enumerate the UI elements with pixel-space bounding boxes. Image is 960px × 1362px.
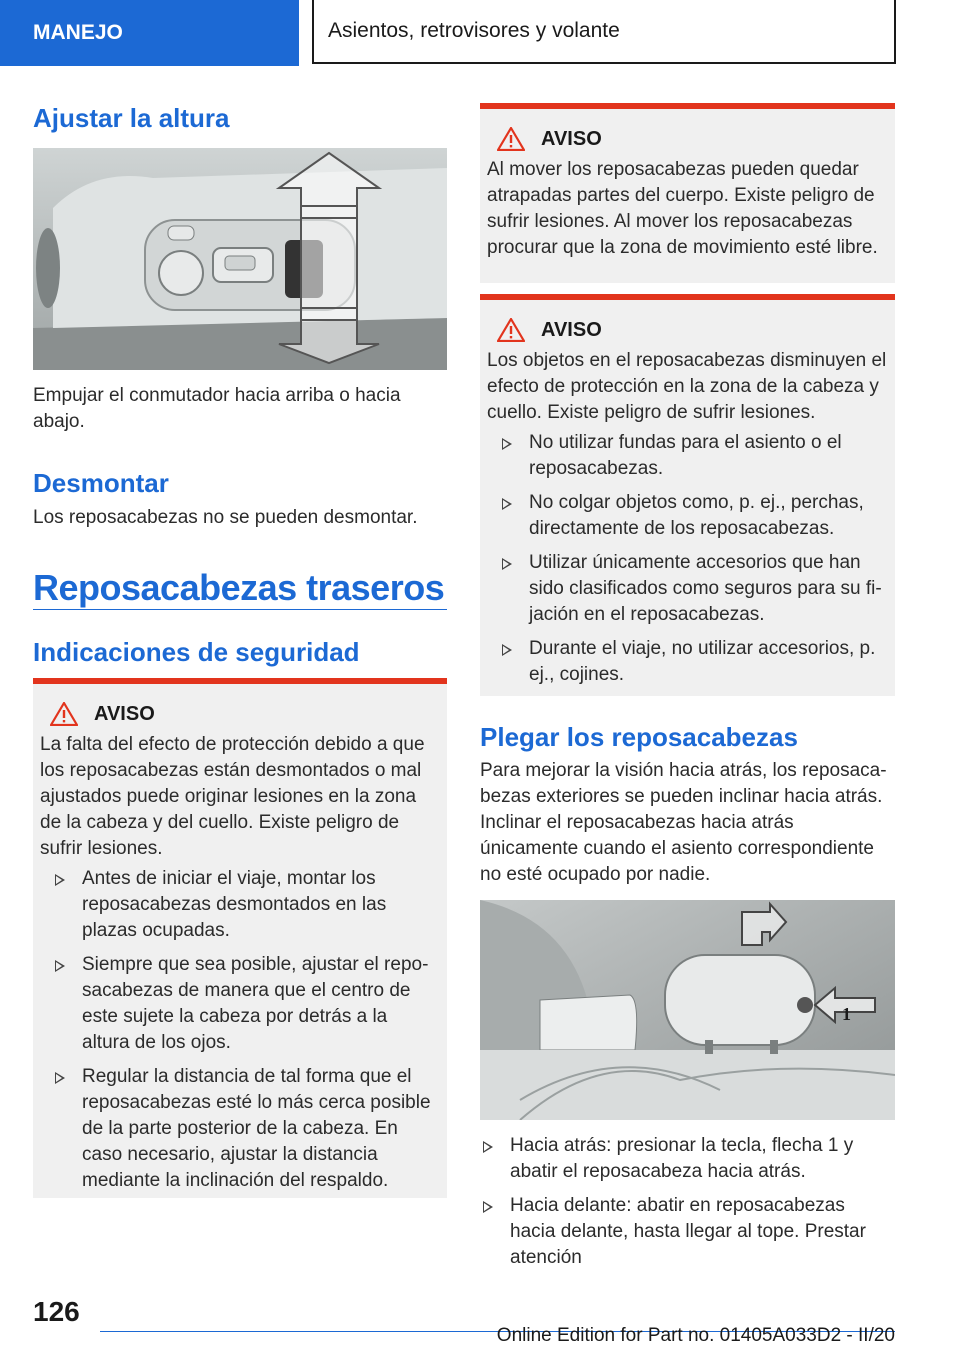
image-callout-1: 1 — [842, 1004, 851, 1024]
list-item-text: Utilizar únicamente accesorios que han sido clasificados como seguros para su fijación en el reposacabezas. — [529, 552, 882, 625]
list-item — [487, 550, 887, 628]
warning-triangle-icon — [497, 127, 525, 151]
list-item-text: Hacia atrás: presionar la tecla, flecha 1 y abatir el reposacabeza hacia atrás. — [510, 1135, 854, 1182]
ajustar-heading: Ajustar la altura — [33, 103, 230, 133]
bullet-triangle-icon — [483, 1141, 493, 1153]
section-label: MANEJO — [33, 21, 123, 44]
bullet-triangle-icon — [483, 1201, 493, 1213]
bullet-triangle-icon — [502, 644, 512, 656]
list-item-text: Regular la distancia de tal forma que el reposacabezas esté lo más cerca posible de la parte posterior de la cabeza. En caso necesario, ajustar la distancia mediante la inclinación del respaldo. — [82, 1066, 431, 1191]
warning-text: Al mover los reposacabezas pueden quedar atrapadas partes del cuerpo. Existe peligro de sufrir lesiones. Al mover los reposacabezas procurar que la zona de movimiento esté libre. — [487, 159, 878, 258]
warning-box-headrest-removal — [33, 678, 447, 1198]
warning-box-moving-headrest — [480, 103, 895, 283]
list-item-text: Hacia delante: abatir en reposacabezas hacia delante, hasta llegar al tope. Prestar atención — [510, 1195, 866, 1268]
list-item — [468, 1193, 895, 1271]
list-item — [40, 952, 439, 1056]
warning-title: AVISO — [541, 318, 602, 341]
seat-switch-image — [33, 148, 447, 370]
bullet-triangle-icon — [55, 960, 65, 972]
warning-triangle-icon — [50, 702, 78, 726]
seguridad-heading: Indicaciones de seguridad — [33, 637, 360, 667]
bullet-triangle-icon — [502, 438, 512, 450]
warning-text: Los objetos en el reposacabezas disminuyen el efecto de protección en la zona de la cabeza y cuello. Existe peligro de sufrir lesiones. — [487, 350, 887, 423]
plegar-list — [468, 1133, 895, 1279]
section-divider — [33, 609, 447, 610]
list-item-text: No utilizar fundas para el asiento o el reposacabezas. — [529, 432, 842, 479]
plegar-text: Para mejorar la visión hacia atrás, los reposacabezas exteriores se pueden inclinar hacia atrás. Inclinar el reposacabezas hacia atrás únicamente cuando el asiento correspondiente no esté ocupado por nadie. — [480, 760, 887, 885]
footer-edition: Online Edition for Part no. 01405A033D2 - II/20 — [496, 1325, 895, 1346]
desmontar-text: Los reposacabezas no se pueden desmontar. — [33, 507, 418, 528]
seat-switch-illustration — [33, 148, 447, 370]
chapter-tab — [312, 0, 896, 64]
warning-header — [497, 318, 887, 342]
warning-header — [497, 127, 887, 151]
chapter-label: Asientos, retrovisores y volante — [328, 19, 620, 42]
list-item — [40, 1064, 439, 1194]
bullet-triangle-icon — [502, 558, 512, 570]
list-item-text: Durante el viaje, no utilizar accesorios, p. ej., cojines. — [529, 638, 876, 685]
warning-header — [50, 702, 439, 726]
list-item — [487, 636, 887, 688]
plegar-heading: Plegar los reposacabezas — [480, 722, 798, 752]
warning-triangle-icon — [497, 318, 525, 342]
bullet-triangle-icon — [502, 498, 512, 510]
list-item — [468, 1133, 895, 1185]
warning-list — [40, 866, 439, 1194]
warning-box-objects — [480, 294, 895, 696]
traseros-heading: Reposacabezas traseros — [33, 567, 445, 608]
list-item-text: Antes de iniciar el viaje, montar los reposacabezas desmontados en las plazas ocupadas. — [82, 868, 387, 941]
warning-title: AVISO — [541, 127, 602, 150]
list-item-text: Siempre que sea posible, ajustar el reposacabezas de manera que el centro de este sujete la cabeza por detrás a la altura de los ojos. — [82, 954, 429, 1053]
warning-text: La falta del efecto de protección debido a que los reposacabezas están desmontados o mal ajustados puede originar lesiones en la zona de la cabeza y del cuello. Existe peligro de sufrir lesiones. — [40, 734, 425, 859]
warning-list — [487, 430, 887, 688]
section-tab — [0, 0, 299, 66]
bullet-triangle-icon — [55, 874, 65, 886]
rear-headrest-illustration — [480, 900, 895, 1120]
list-item-text: No colgar objetos como, p. ej., perchas, directamente de los reposacabezas. — [529, 492, 864, 539]
warning-title: AVISO — [94, 702, 155, 725]
ajustar-text: Empujar el conmutador hacia arriba o hacia abajo. — [33, 385, 401, 432]
bullet-triangle-icon — [55, 1072, 65, 1084]
page-number: 126 — [33, 1296, 80, 1327]
desmontar-heading: Desmontar — [33, 468, 169, 498]
list-item — [487, 490, 887, 542]
list-item — [487, 430, 887, 482]
list-item — [40, 866, 439, 944]
rear-headrest-image — [480, 900, 895, 1120]
